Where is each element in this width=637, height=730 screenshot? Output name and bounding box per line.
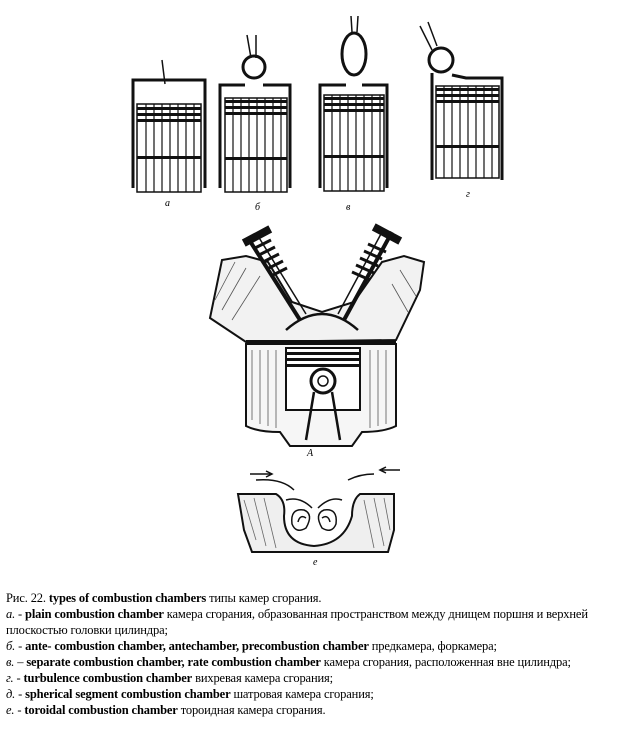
item-marker: б. — [6, 639, 16, 653]
item-term: separate combustion chamber, rate combustion chamber — [26, 655, 321, 669]
caption-item-g — [6, 670, 634, 686]
item-description: предкамера, форкамера; — [368, 639, 497, 653]
item-marker: е. — [6, 703, 15, 717]
caption-item-d — [6, 686, 634, 702]
item-marker: д. — [6, 687, 16, 701]
chamber-b-drawing — [220, 35, 290, 192]
figure-caption — [6, 590, 634, 718]
item-term: turbulence combustion chamber — [23, 671, 193, 685]
item-separator: – — [14, 655, 27, 669]
caption-title-term: types of combustion chambers — [48, 591, 207, 605]
item-description: камера сгорания, расположенная вне цилиндра; — [320, 655, 571, 669]
caption-item-b — [6, 638, 634, 654]
label-b: б — [255, 202, 261, 213]
engine-head-drawing — [210, 223, 424, 446]
caption-title-translation: типы камер сгорания. — [206, 591, 322, 605]
item-term: ante- combustion chamber, antechamber, precombustion chamber — [25, 639, 369, 653]
caption-item-v — [6, 654, 634, 670]
toroidal-chamber-drawing — [238, 467, 400, 552]
item-separator: - — [14, 703, 25, 717]
chamber-a-drawing — [133, 60, 205, 192]
item-marker: а. — [6, 607, 16, 621]
caption-item-a — [6, 606, 634, 638]
label-v: в — [346, 202, 351, 213]
caption-figure-number: Рис. 22. — [6, 591, 49, 605]
item-description: камера сгорания, образованная пространством между днищем поршня и верхней плоскостью головки цилиндра; — [6, 607, 588, 637]
item-description: вихревая камера сгорания; — [192, 671, 333, 685]
item-term: toroidal combustion chamber — [24, 703, 178, 717]
item-marker: г. — [6, 671, 14, 685]
item-separator: - — [15, 639, 26, 653]
chamber-g-drawing — [420, 22, 502, 180]
chamber-v-drawing — [320, 16, 387, 191]
item-separator: - — [15, 687, 26, 701]
label-g: г — [466, 189, 470, 200]
caption-item-e — [6, 702, 634, 718]
caption-title — [6, 590, 634, 606]
label-A: A — [307, 448, 314, 459]
item-description: тороидная камера сгорания. — [177, 703, 326, 717]
item-term: plain combustion chamber — [25, 607, 164, 621]
item-description: шатровая камера сгорания; — [230, 687, 374, 701]
label-e: е — [313, 557, 318, 568]
item-term: spherical segment combustion chamber — [25, 687, 231, 701]
item-separator: - — [15, 607, 26, 621]
label-a: а — [165, 198, 170, 209]
item-separator: - — [13, 671, 24, 685]
item-marker: в. — [6, 655, 15, 669]
